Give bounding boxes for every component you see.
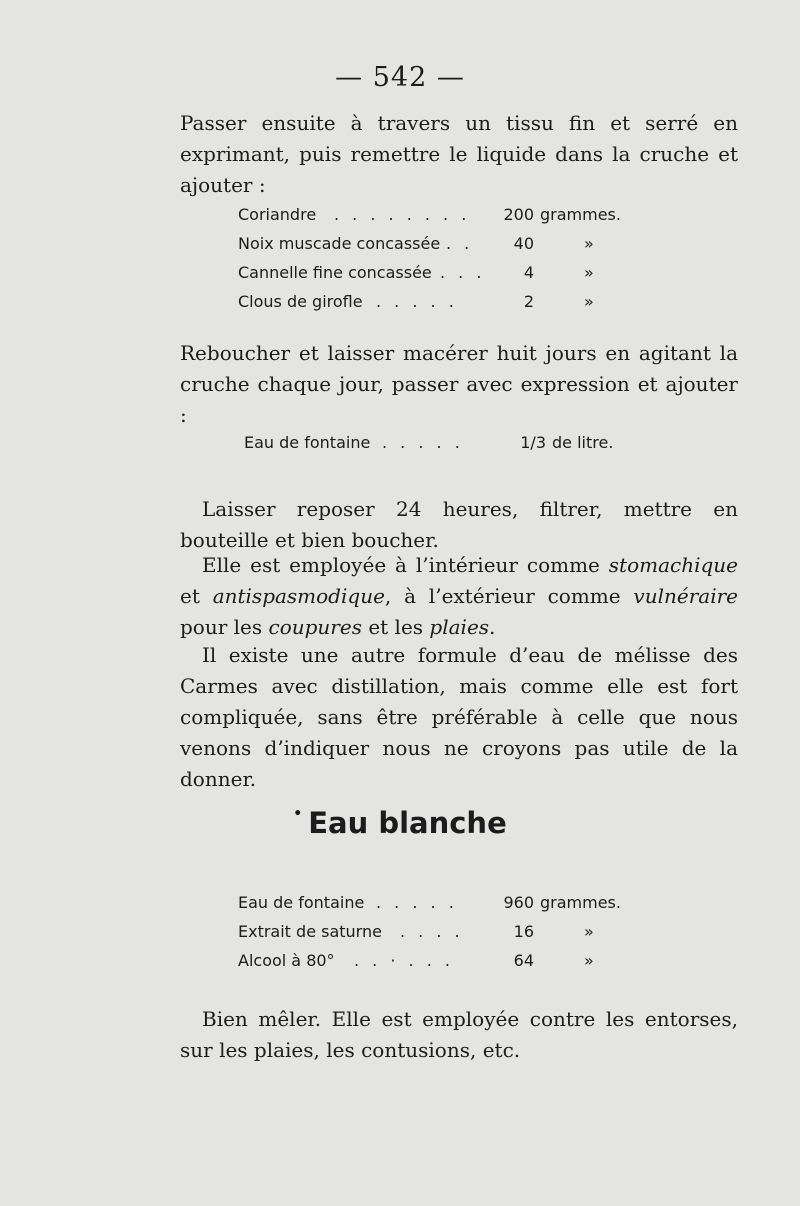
- ingredient-unit: grammes.: [540, 893, 621, 912]
- leader-dots: . . .: [440, 263, 486, 282]
- ingredient-quantity: 40: [513, 234, 534, 253]
- section-title: [0, 806, 800, 840]
- recipe-row: [238, 428, 658, 457]
- paragraph-other-formula: Il existe une autre formule d’eau de mélisse des Carmes avec distillation, mais comme elle est fort compliquée, sans être préférable à celle que nous venons d’indiquer nous ne croyons pas utile de la donner.: [180, 643, 738, 791]
- ingredient-quantity: 2: [523, 292, 534, 311]
- recipe-row: [238, 258, 658, 287]
- ingredient-quantity: 16: [513, 922, 534, 941]
- term-coupures: coupures: [268, 615, 362, 639]
- ingredient-name: Extrait de saturne: [238, 922, 382, 941]
- ingredient-quantity: 1/3: [520, 433, 546, 452]
- recipe-list-eau-blanche: [238, 888, 658, 975]
- ingredient-name: Eau de fontaine: [238, 893, 365, 912]
- ingredient-unit: de litre.: [552, 433, 614, 452]
- leader-dots: . . . . .: [382, 433, 464, 452]
- recipe-row: [238, 946, 658, 975]
- section-mark: •: [293, 806, 303, 822]
- recipe-row: [238, 229, 658, 258]
- recipe-list-water: [238, 428, 658, 457]
- leader-dots: . . . .: [400, 922, 464, 941]
- ingredient-name: Eau de fontaine: [244, 433, 371, 452]
- term-antispasmodique: antispasmodique: [212, 584, 385, 608]
- term-vulneraire: vulnéraire: [633, 584, 738, 608]
- leader-dots: . .: [446, 234, 474, 253]
- term-plaies: plaies: [429, 615, 490, 639]
- leader-dots: . . · . . .: [354, 951, 454, 970]
- leader-dots: . . . . .: [376, 292, 458, 311]
- ingredient-name: Noix muscade concassée: [238, 234, 441, 253]
- ingredient-name: Alcool à 80°: [238, 951, 335, 970]
- ingredient-unit: »: [584, 922, 594, 941]
- ingredient-unit: »: [584, 234, 594, 253]
- ingredient-quantity: 64: [513, 951, 534, 970]
- leader-dots: . . . . . . . .: [334, 205, 471, 224]
- recipe-row: [238, 200, 658, 229]
- ingredient-quantity: 200: [503, 205, 534, 224]
- paragraph-usage: Elle est employée à l’intérieur comme stomachique et antispasmodique, à l’extérieur comme vulnéraire pour les coupures et les plaies.: [180, 553, 738, 639]
- ingredient-unit: »: [584, 292, 594, 311]
- ingredient-quantity: 960: [503, 893, 534, 912]
- ingredient-quantity: 4: [523, 263, 534, 282]
- paragraph-maceration: Reboucher et laisser macérer huit jours en agitant la cruche chaque jour, passer avec expression et ajouter :: [180, 341, 738, 427]
- recipe-row: [238, 287, 658, 316]
- paragraph-eau-blanche-usage: Bien mêler. Elle est employée contre les entorses, sur les plaies, les contusions, etc.: [180, 1007, 738, 1062]
- ingredient-unit: »: [584, 263, 594, 282]
- term-stomachique: stomachique: [608, 553, 738, 577]
- ingredient-name: Cannelle fine concassée: [238, 263, 432, 282]
- section-title-text: Eau blanche: [308, 806, 507, 840]
- page-number: — 542 —: [335, 62, 465, 93]
- paragraph-repos: Laisser reposer 24 heures, filtrer, mettre en bouteille et bien boucher.: [180, 497, 738, 552]
- leader-dots: . . . . .: [376, 893, 458, 912]
- recipe-row: [238, 917, 658, 946]
- ingredient-name: Clous de girofle: [238, 292, 363, 311]
- paragraph-intro: Passer ensuite à travers un tissu fin et serré en exprimant, puis remettre le liquide dans la cruche et ajouter :: [180, 111, 738, 197]
- recipe-list-spices: [238, 200, 658, 316]
- recipe-row: [238, 888, 658, 917]
- ingredient-unit: grammes.: [540, 205, 621, 224]
- ingredient-name: Coriandre: [238, 205, 317, 224]
- ingredient-unit: »: [584, 951, 594, 970]
